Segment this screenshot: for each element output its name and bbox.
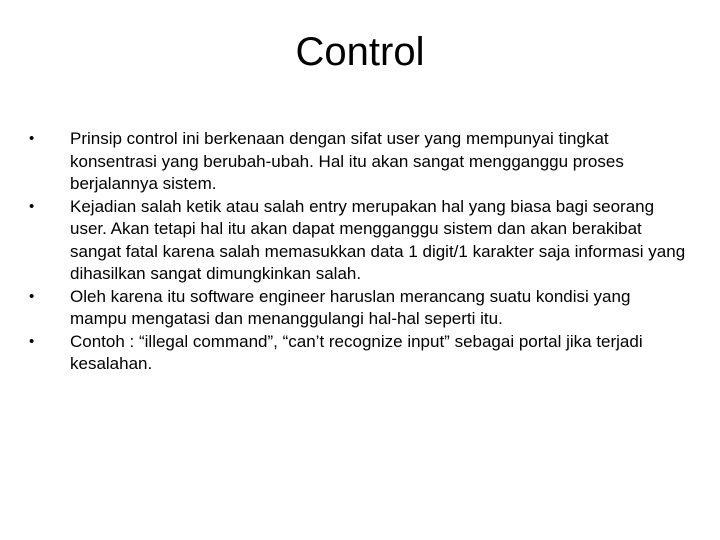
bullet-marker: • xyxy=(29,332,35,350)
bullet-marker: • xyxy=(29,130,35,147)
bullet-text: Prinsip control ini berkenaan dengan sifat user yang mempunyai tingkat konsentrasi yang berubah-ubah. Hal itu akan sangat mengganggu proses berjalannya sistem. xyxy=(70,129,624,193)
bullet-text: Kejadian salah ketik atau salah entry merupakan hal yang biasa bagi seorang user. Akan tetapi hal itu akan dapat mengganggu sistem dan akan berakibat sangat fatal karena salah memasukkan data 1 digit/1 karakter saja informasi yang dihasilkan sangat dimungkinkan salah. xyxy=(70,196,686,283)
slide-title: Control xyxy=(295,30,425,74)
bullet-text: Oleh karena itu software engineer haruslan merancang suatu kondisi yang mampu mengatasi dan menanggulangi hal-hal seperti itu. xyxy=(70,286,631,328)
bullet-item xyxy=(29,331,689,376)
bullet-item xyxy=(29,196,689,286)
bullet-item xyxy=(29,128,689,196)
bullet-list xyxy=(29,128,689,376)
bullet-marker: • xyxy=(29,287,35,305)
bullet-text: Contoh : “illegal command”, “can’t recognize input” sebagai portal jika terjadi kesalahan. xyxy=(70,331,643,373)
bullet-item xyxy=(29,286,689,331)
bullet-marker: • xyxy=(29,197,35,215)
